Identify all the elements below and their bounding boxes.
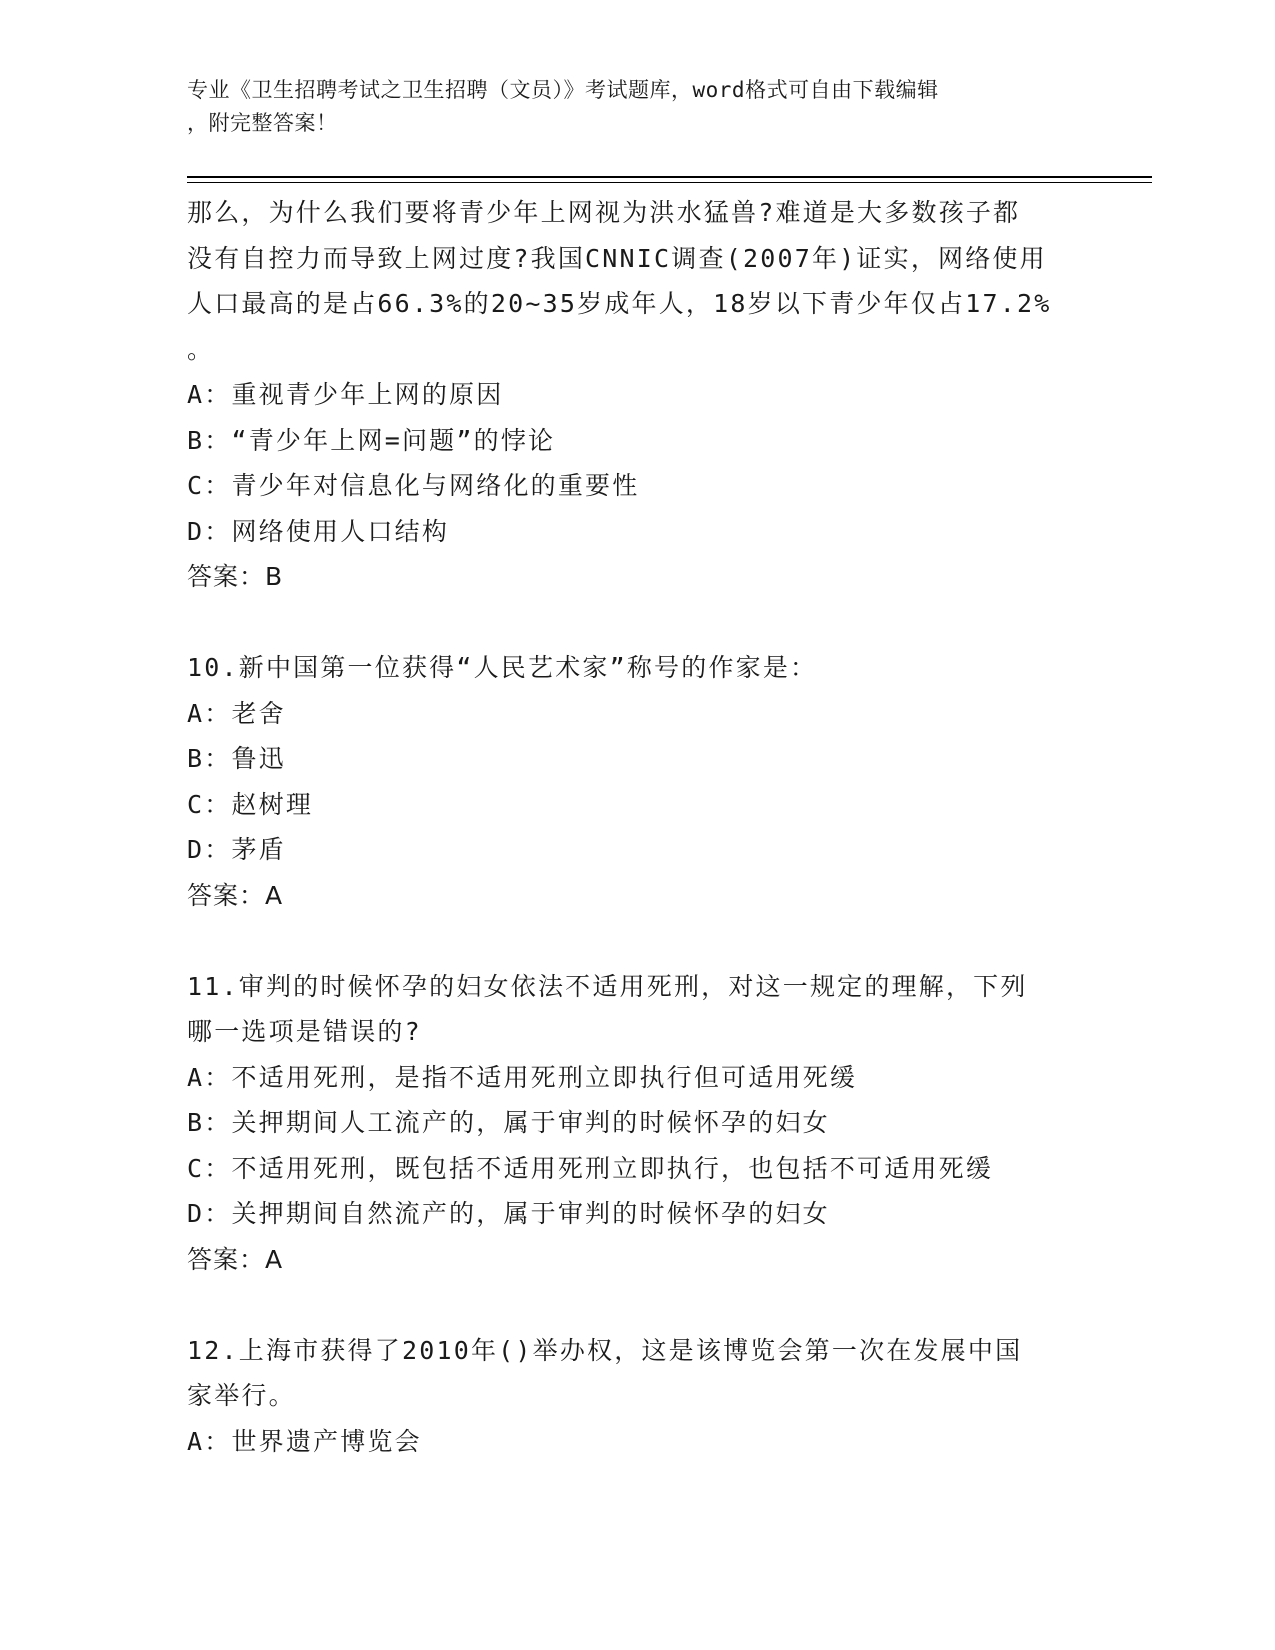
question-10 (187, 645, 1097, 918)
question-11 (187, 964, 1097, 1283)
question-9 (187, 190, 1097, 600)
option-b: B：关押期间人工流产的，属于审判的时候怀孕的妇女 (187, 1108, 830, 1137)
header-line-1: 专业《卫生招聘考试之卫生招聘（文员）》考试题库，word格式可自由下载编辑 (187, 78, 939, 102)
question-stem-line: 10.新中国第一位获得“人民艺术家”称号的作家是： (187, 653, 818, 682)
question-stem-line: 。 (187, 334, 215, 364)
question-stem-line: 12.上海市获得了2010年()举办权，这是该博览会第一次在发展中国 (187, 1335, 1023, 1365)
option-c: C：不适用死刑，既包括不适用死刑立即执行，也包括不可适用死缓 (187, 1153, 994, 1183)
option-b: B：鲁迅 (187, 744, 286, 773)
option-d: D：茅盾 (187, 835, 286, 864)
question-stem-line: 那么，为什么我们要将青少年上网视为洪水猛兽?难道是大多数孩子都 (187, 198, 1021, 227)
question-stem-line: 哪一选项是错误的? (187, 1017, 422, 1046)
option-c: C：青少年对信息化与网络化的重要性 (187, 471, 640, 500)
question-list (187, 190, 1097, 1464)
header-line-2: ，附完整答案！ (187, 111, 338, 135)
document-header (187, 74, 1087, 140)
question-stem-line: 家举行。 (187, 1381, 296, 1410)
question-stem-line: 11.审判的时候怀孕的妇女依法不适用死刑，对这一规定的理解，下列 (187, 971, 1028, 1001)
option-c: C：赵树理 (187, 789, 314, 819)
option-a: A：重视青少年上网的原因 (187, 380, 504, 409)
option-d: D：网络使用人口结构 (187, 516, 450, 546)
answer: 答案：A (187, 880, 284, 910)
option-b: B：“青少年上网=问题”的悖论 (187, 425, 556, 455)
header-divider-thin (187, 182, 1152, 183)
option-d: D：关押期间自然流产的，属于审判的时候怀孕的妇女 (187, 1199, 830, 1228)
answer: 答案：A (187, 1244, 284, 1274)
header-divider-thick (187, 176, 1152, 178)
option-a: A：不适用死刑，是指不适用死刑立即执行但可适用死缓 (187, 1062, 858, 1092)
question-12 (187, 1328, 1097, 1465)
question-stem-line: 没有自控力而导致上网过度?我国CNNIC调查(2007年)证实，网络使用 (187, 243, 1047, 273)
question-stem-line: 人口最高的是占66.3%的20~35岁成年人，18岁以下青少年仅占17.2% (187, 289, 1052, 318)
option-a: A：世界遗产博览会 (187, 1426, 422, 1456)
option-a: A：老舍 (187, 698, 286, 728)
answer: 答案：B (187, 562, 284, 591)
